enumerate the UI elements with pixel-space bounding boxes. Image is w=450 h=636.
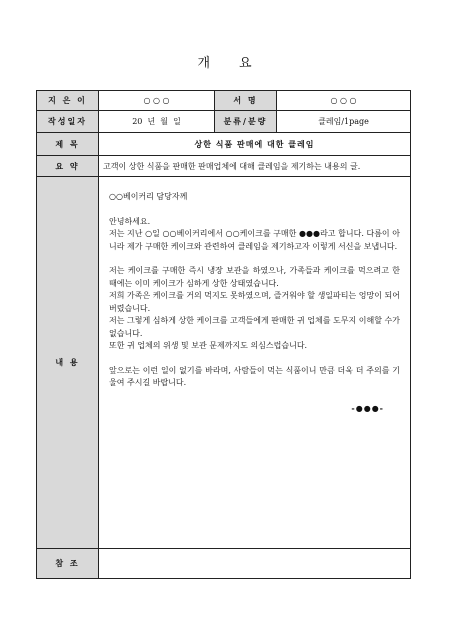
date-label: 작성일자 xyxy=(37,111,99,133)
summary-label: 요 약 xyxy=(37,156,99,177)
date-value: 20 년 월 일 xyxy=(99,111,215,133)
letter-signature: -●●●- xyxy=(351,402,384,413)
reference-value xyxy=(99,549,411,579)
subject-label: 제 목 xyxy=(37,133,99,156)
title-char-2: 요 xyxy=(239,56,253,71)
letter-paragraph-1: 저는 지난 ○일 ○○베이커리에서 ○○케이크를 구매한 ●●●라고 합니다. 다름이 아니라 제가 구매한 케이크와 관련하여 클레임을 제기하고자 이렇게 서신을 보냅니다. xyxy=(109,229,400,251)
title-char-1: 개 xyxy=(197,56,211,71)
reference-label: 참 조 xyxy=(37,549,99,579)
letter-body xyxy=(99,177,411,549)
content-row xyxy=(37,177,411,549)
page-title xyxy=(0,52,450,71)
signature-label: 서 명 xyxy=(215,91,277,111)
letter-paragraph-2a: 저는 케이크를 구매한 즉시 냉장 보관을 하였으나, 가족들과 케이크를 먹으려고 한 때에는 이미 케이크가 심하게 상한 상태였습니다. xyxy=(109,266,400,288)
letter-paragraph-2c: 저는 그렇게 심하게 상한 케이크를 고객들에게 판매한 귀 업체를 도무지 이해할 수가 없습니다. xyxy=(109,316,400,338)
author-label: 지 은 이 xyxy=(37,91,99,111)
letter-paragraph-2b: 저희 가족은 케이크를 거의 먹지도 못하였으며, 즐거워야 할 생일파티는 엉망이 되어 버렸습니다. xyxy=(109,291,400,313)
letter-paragraph-2d: 또한 귀 업체의 위생 및 보관 문제까지도 의심스럽습니다. xyxy=(109,341,308,350)
date-row xyxy=(37,111,411,133)
author-row xyxy=(37,91,411,111)
subject-value: 상한 식품 판매에 대한 클레임 xyxy=(99,133,411,156)
summary-value: 고객이 상한 식품을 판매한 판매업체에 대해 클레임을 제기하는 내용의 글. xyxy=(99,156,411,177)
letter-paragraph-3: 앞으로는 이런 일이 없기를 바라며, 사람들이 먹는 식품이니 만큼 더욱 더 주의를 기울여 주시길 바랍니다. xyxy=(109,365,400,387)
subject-row xyxy=(37,133,411,156)
reference-row xyxy=(37,549,411,579)
document-form-table xyxy=(36,90,411,579)
letter-greeting: 안녕하세요. xyxy=(109,216,151,226)
category-label: 분류/분량 xyxy=(215,111,277,133)
content-label: 내 용 xyxy=(37,177,99,549)
author-value: ○ ○ ○ xyxy=(99,91,215,111)
category-value: 클레임/1page xyxy=(277,111,411,133)
signature-value: ○ ○ ○ xyxy=(277,91,411,111)
summary-row xyxy=(37,156,411,177)
letter-recipient: ○○베이커리 담당자께 xyxy=(109,192,188,201)
